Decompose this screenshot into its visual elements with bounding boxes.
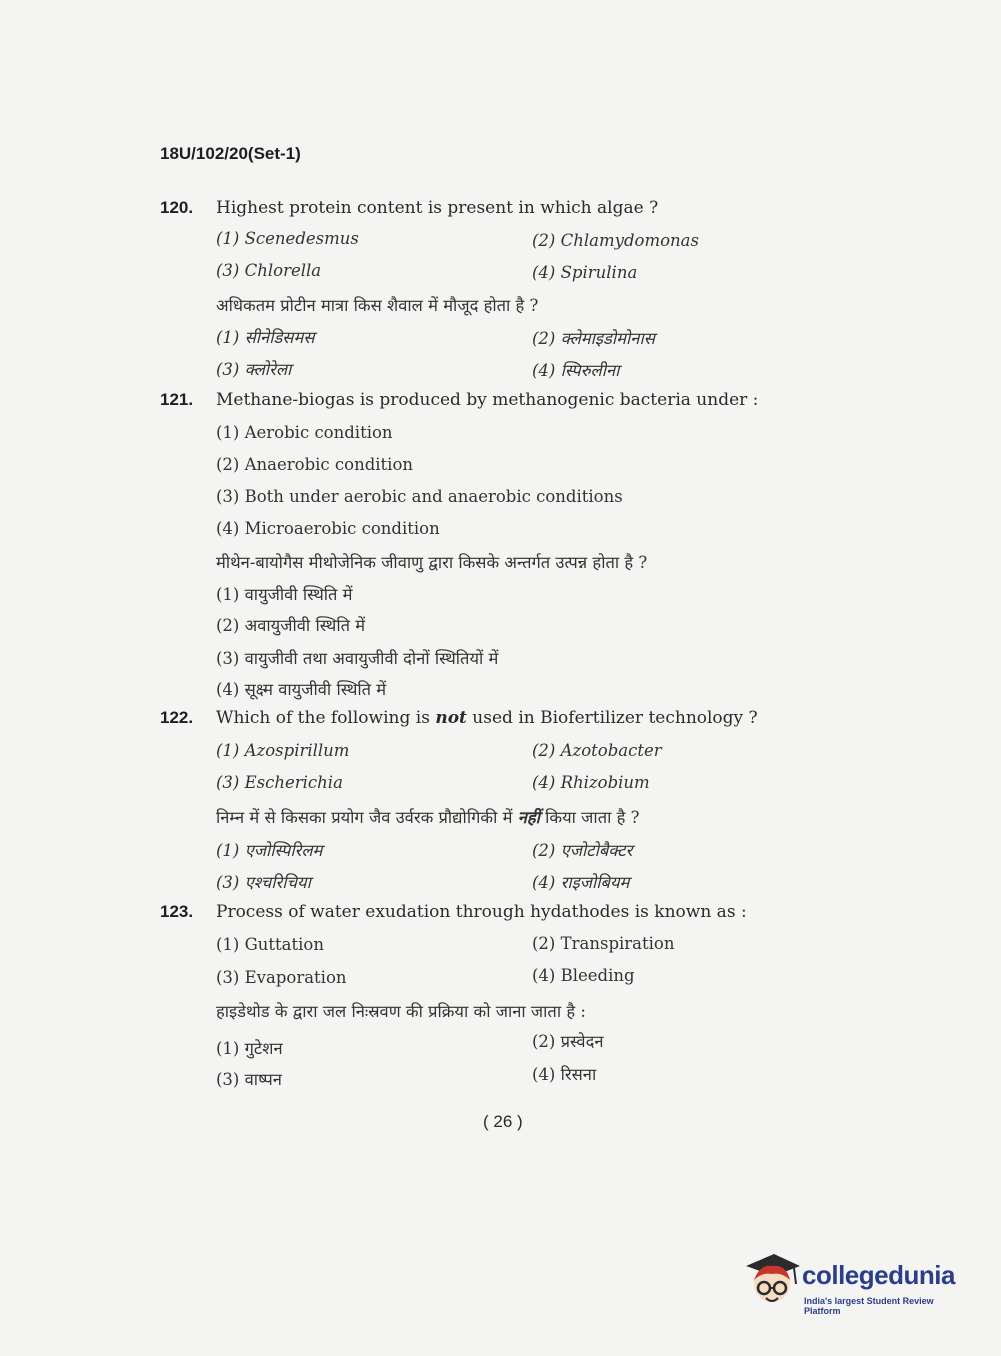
option-hi-2: (2) एजोटोबैक्टर [532,841,633,860]
question-text: Which of the following is not used in Biofertilizer technology ? [216,708,758,728]
question-text-hindi: मीथेन-बायोगैस मीथोजेनिक जीवाणु द्वारा किसके अन्तर्गत उत्पन्न होता है ? [216,553,648,572]
option-hi-4: (4) रिसना [532,1065,597,1084]
collegedunia-logo[interactable] [742,1250,972,1320]
option-en-4: (4) Microaerobic condition [216,519,440,538]
question-number: 123. [160,902,194,921]
mascot-icon [742,1250,802,1316]
page-number: ( 26 ) [483,1112,523,1131]
option-en-3: (3) Escherichia [216,773,343,792]
option-hi-1: (1) एजोस्पिरिलम [216,841,323,860]
option-en-4: (4) Rhizobium [532,773,650,792]
question-number: 121. [160,390,194,409]
option-hi-1: (1) वायुजीवी स्थिति में [216,585,353,604]
option-hi-3: (3) वाष्पन [216,1070,282,1089]
question-number: 122. [160,708,194,727]
option-hi-1: (1) गुटेशन [216,1039,283,1058]
option-en-2: (2) Anaerobic condition [216,455,414,474]
question-text-hindi: निम्न में से किसका प्रयोग जैव उर्वरक प्रौद्योगिकी में नहीं किया जाता है ? [216,808,640,827]
option-hi-4: (4) स्पिरुलीना [532,361,620,380]
question-text-hindi: हाइडेथोड के द्वारा जल निःस्रवण की प्रक्रिया को जाना जाता है : [216,1002,586,1021]
logo-tagline: India's largest Student Review Platform [804,1296,934,1316]
option-en-4: (4) Bleeding [532,966,635,985]
option-en-2: (2) Transpiration [532,934,675,953]
question-number: 120. [160,198,194,217]
option-en-3: (3) Chlorella [216,261,322,280]
option-hi-2: (2) क्लेमाइडोमोनास [532,329,655,348]
option-en-3: (3) Evaporation [216,968,347,987]
logo-wordmark: collegedunia [802,1260,955,1290]
option-hi-2: (2) प्रस्वेदन [532,1032,604,1051]
question-text: Highest protein content is present in which algae ? [216,198,659,218]
option-en-1: (1) Aerobic condition [216,423,393,442]
paper-code: 18U/102/20(Set-1) [160,144,301,163]
option-en-3: (3) Both under aerobic and anaerobic conditions [216,487,623,506]
option-hi-3: (3) क्लोरेला [216,360,292,379]
option-hi-3: (3) वायुजीवी तथा अवायुजीवी दोनों स्थितियों में [216,649,499,668]
option-en-2: (2) Azotobacter [532,741,662,760]
option-en-1: (1) Guttation [216,935,324,954]
question-text-hindi: अधिकतम प्रोटीन मात्रा किस शैवाल में मौजूद होता है ? [216,296,539,315]
option-en-4: (4) Spirulina [532,263,638,282]
option-hi-4: (4) राइजोबियम [532,873,630,892]
option-hi-3: (3) एश्चरिचिया [216,873,311,892]
option-hi-1: (1) सीनेडिसमस [216,328,315,347]
option-en-1: (1) Scenedesmus [216,229,359,248]
option-en-1: (1) Azospirillum [216,741,350,760]
question-text: Process of water exudation through hydathodes is known as : [216,902,747,922]
option-hi-4: (4) सूक्ष्म वायुजीवी स्थिति में [216,680,387,699]
option-en-2: (2) Chlamydomonas [532,231,699,250]
option-hi-2: (2) अवायुजीवी स्थिति में [216,616,366,635]
question-text: Methane-biogas is produced by methanogenic bacteria under : [216,390,759,410]
